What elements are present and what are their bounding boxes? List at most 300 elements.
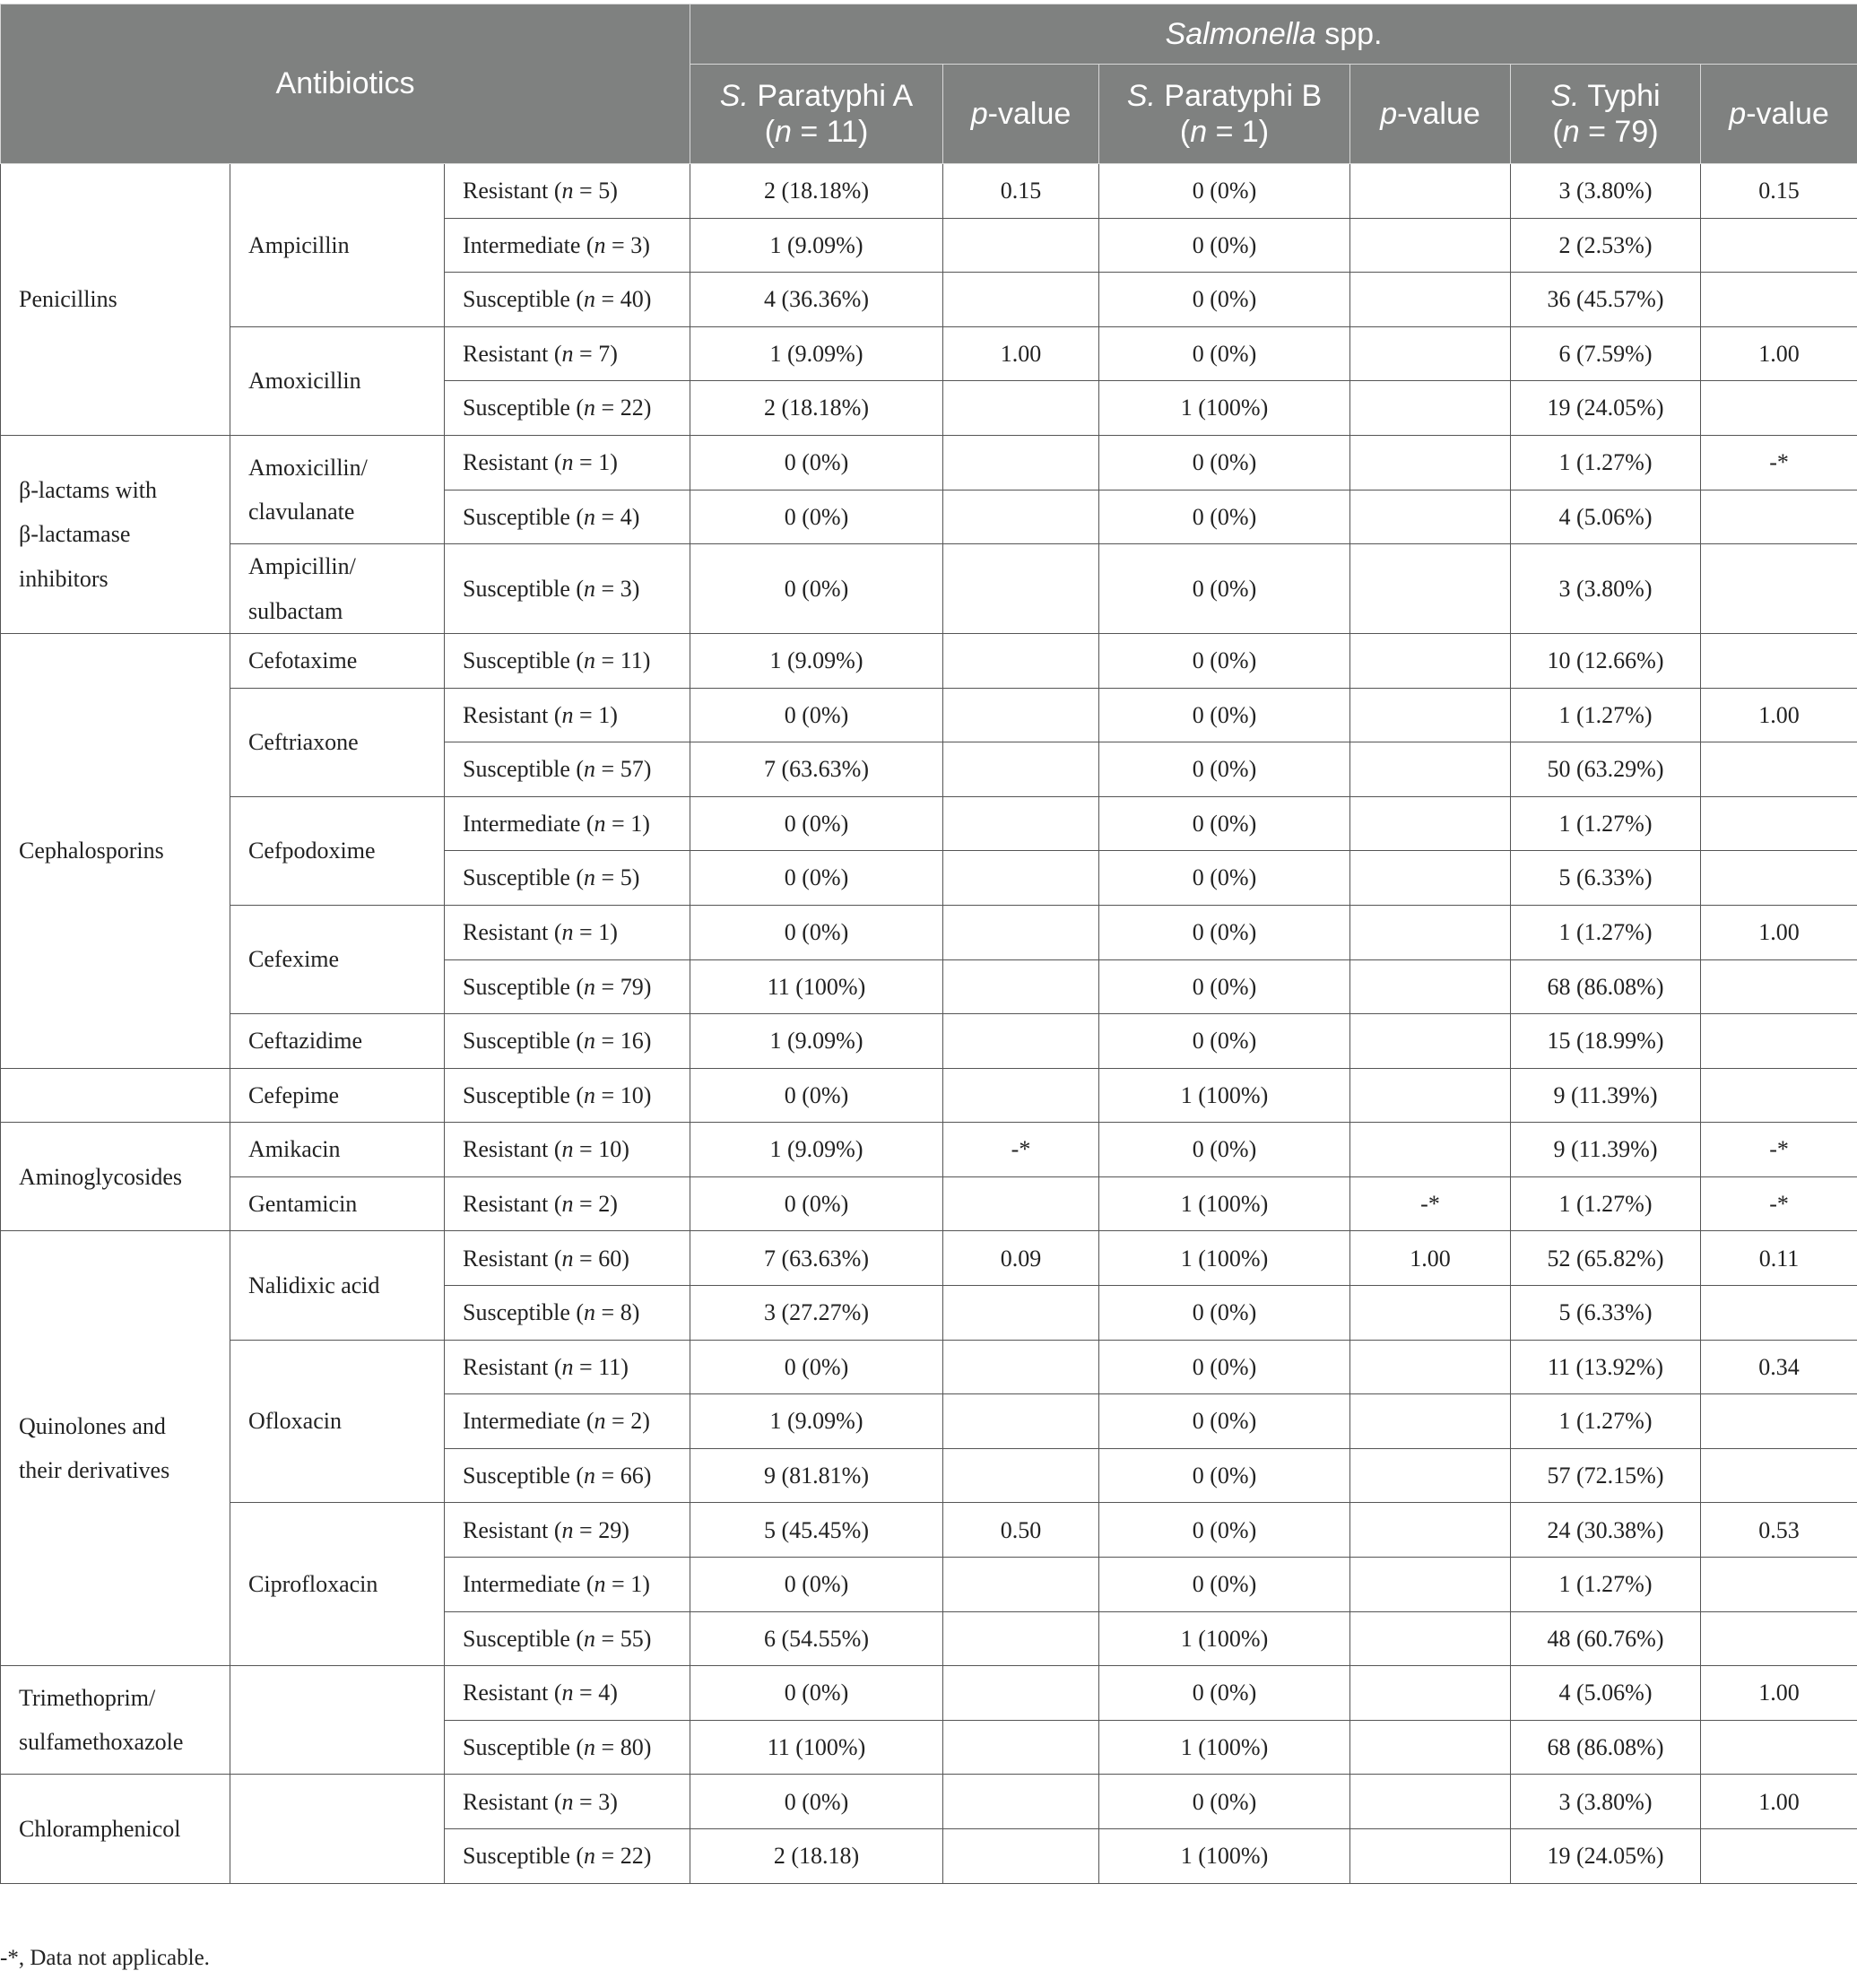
status-n-eq: =: [595, 575, 620, 602]
paratyphi-a-value: 1 (9.09%): [769, 647, 863, 674]
status-n-symbol: n: [561, 1245, 574, 1272]
typhi-value-cell: [1511, 1068, 1701, 1123]
paratyphi-b-pvalue-cell: [1350, 1829, 1511, 1884]
status-paren-close: ): [643, 1733, 652, 1760]
antibiotic-name-cell-text: Ampicillin/: [248, 553, 356, 580]
status-label: Susceptible: [463, 1299, 570, 1326]
status-paren-open: (: [548, 919, 562, 945]
status-n-eq: =: [573, 1516, 599, 1543]
status-count: 1: [630, 1571, 643, 1598]
status-cell: [445, 1448, 690, 1503]
status-n-symbol: n: [584, 575, 596, 602]
paratyphi-a-value-cell: [690, 742, 943, 797]
status-n-eq: =: [595, 1028, 620, 1055]
typhi-pvalue: 0.34: [1758, 1353, 1800, 1380]
status-count: 22: [620, 395, 644, 421]
typhi-pvalue-cell: [1701, 1666, 1857, 1721]
antibiotic-class-cell: [1, 633, 230, 1068]
paratyphi-b-value-cell: [1099, 381, 1350, 436]
paratyphi-b-pvalue-cell: [1350, 1775, 1511, 1829]
antibiotic-name-cell: [230, 1123, 445, 1177]
typhi-pvalue-cell: [1701, 1558, 1857, 1612]
paratyphi-b-pvalue-cell: [1350, 1503, 1511, 1558]
status-n-symbol: n: [584, 1462, 596, 1489]
status-count: 10: [620, 1081, 644, 1108]
paratyphi-a-pvalue-cell: [943, 1176, 1099, 1231]
paratyphi-b-value: 1 (100%): [1180, 1245, 1269, 1272]
paratyphi-b-pvalue-cell: [1350, 1014, 1511, 1069]
paratyphi-b-value-cell: [1099, 1448, 1350, 1503]
antibiotic-name-cell-text: Ceftriaxone: [248, 728, 359, 755]
paratyphi-b-value-cell: [1099, 435, 1350, 490]
paratyphi-a-value: 1 (9.09%): [769, 231, 863, 258]
paratyphi-a-pvalue: 0.50: [1000, 1516, 1042, 1543]
antibiotic-class-cell-text: sulfamethoxazole: [19, 1729, 184, 1756]
typhi-value-cell: [1511, 164, 1701, 219]
antibiotic-name-cell-text: Amoxicillin/: [248, 454, 368, 481]
status-count: 2: [598, 1190, 611, 1217]
paratyphi-b-value-cell: [1099, 1014, 1350, 1069]
paratyphi-b-pvalue-cell: [1350, 490, 1511, 544]
typhi-value: 19 (24.05%): [1547, 1843, 1664, 1870]
status-paren-close: ): [621, 1516, 629, 1543]
status-n-eq: =: [573, 178, 599, 204]
paratyphi-a-pvalue-cell: [943, 1014, 1099, 1069]
antibiotic-name-cell-text: Cefpodoxime: [248, 838, 376, 864]
status-cell: [445, 1340, 690, 1394]
paratyphi-b-value: 0 (0%): [1192, 575, 1257, 602]
paratyphi-a-value: 5 (45.45%): [764, 1516, 869, 1543]
status-label: Resistant: [463, 701, 549, 728]
antibiotic-class-cell-text: Trimethoprim/: [19, 1684, 156, 1711]
typhi-pvalue-cell: [1701, 326, 1857, 381]
status-n-eq: =: [573, 1136, 599, 1163]
typhi-value: 36 (45.57%): [1547, 286, 1664, 313]
status-n-eq: =: [605, 810, 631, 837]
paratyphi-a-value: 0 (0%): [784, 575, 849, 602]
paratyphi-a-value-cell: [690, 1068, 943, 1123]
status-n-symbol: n: [584, 1081, 596, 1108]
status-cell: [445, 490, 690, 544]
status-cell: [445, 1611, 690, 1666]
typhi-value-cell: [1511, 435, 1701, 490]
paratyphi-a-pvalue-cell: [943, 544, 1099, 634]
paratyphi-a-value-cell: [690, 381, 943, 436]
status-n-symbol: n: [584, 1733, 596, 1760]
status-paren-close: ): [643, 1462, 652, 1489]
typhi-pvalue-cell: [1701, 1775, 1857, 1829]
typhi-pvalue-cell: [1701, 218, 1857, 273]
paratyphi-a-value-cell: [690, 1231, 943, 1286]
status-label: Susceptible: [463, 1462, 570, 1489]
typhi-pvalue-cell: [1701, 959, 1857, 1014]
status-cell: [445, 1068, 690, 1123]
typhi-value: 2 (2.53%): [1558, 231, 1653, 258]
status-paren-open: (: [580, 1571, 594, 1598]
paratyphi-a-value-cell: [690, 1720, 943, 1775]
typhi-value-cell: [1511, 851, 1701, 906]
antibiotic-class-cell-text: β-lactamase: [19, 521, 131, 548]
status-cell: [445, 273, 690, 327]
antibiotic-class-cell: [1, 1123, 230, 1231]
paratyphi-b-value: 0 (0%): [1192, 1299, 1257, 1326]
paratyphi-a-value: 6 (54.55%): [764, 1625, 869, 1652]
paratyphi-a-value-cell: [690, 1775, 943, 1829]
antibiotic-class-cell: [1, 1666, 230, 1775]
typhi-pvalue-cell: [1701, 796, 1857, 851]
paratyphi-a-value: 2 (18.18%): [764, 395, 869, 421]
typhi-value-cell: [1511, 490, 1701, 544]
paratyphi-a-pvalue-cell: [943, 1394, 1099, 1449]
status-n-eq: =: [595, 1081, 620, 1108]
paratyphi-b-value-cell: [1099, 1176, 1350, 1231]
status-label: Susceptible: [463, 1081, 570, 1108]
paratyphi-b-pvalue-cell: [1350, 688, 1511, 742]
typhi-pvalue-cell: [1701, 1340, 1857, 1394]
typhi-value: 15 (18.99%): [1547, 1028, 1664, 1055]
paratyphi-a-pvalue-cell: [943, 1558, 1099, 1612]
paratyphi-a-value-cell: [690, 1666, 943, 1721]
paratyphi-b-value-cell: [1099, 1123, 1350, 1177]
paratyphi-b-value: 0 (0%): [1192, 647, 1257, 674]
paratyphi-a-value: 11 (100%): [767, 973, 866, 1000]
paratyphi-a-pvalue-cell: [943, 742, 1099, 797]
status-count: 1: [630, 810, 643, 837]
status-label: Resistant: [463, 449, 549, 476]
header-pvalue-c-rest: -value: [1746, 96, 1829, 131]
paratyphi-a-value: 0 (0%): [784, 1353, 849, 1380]
status-paren-close: ): [610, 1190, 618, 1217]
typhi-pvalue: -*: [1769, 449, 1789, 476]
status-count: 5: [620, 864, 632, 891]
paratyphi-a-pvalue-cell: [943, 273, 1099, 327]
antibiotic-name-cell: [230, 1231, 445, 1340]
typhi-value: 9 (11.39%): [1553, 1081, 1658, 1108]
paratyphi-b-pvalue-cell: [1350, 1666, 1511, 1721]
antibiotic-name-cell-text: Ciprofloxacin: [248, 1571, 378, 1598]
status-count: 3: [598, 1788, 611, 1815]
status-n-eq: =: [605, 1571, 631, 1598]
table-row: [1, 1123, 1857, 1177]
antibiotic-name-cell: [230, 326, 445, 435]
paratyphi-b-value-cell: [1099, 959, 1350, 1014]
antibiotic-name-cell-text: Ampicillin: [248, 231, 350, 258]
paratyphi-b-pvalue-cell: [1350, 381, 1511, 436]
status-label: Susceptible: [463, 503, 570, 530]
paratyphi-b-pvalue-cell: [1350, 1448, 1511, 1503]
paratyphi-a-pvalue: 1.00: [1000, 340, 1042, 367]
status-label: Resistant: [463, 1680, 549, 1706]
paratyphi-b-value-cell: [1099, 688, 1350, 742]
paratyphi-b-value: 1 (100%): [1180, 1190, 1269, 1217]
status-count: 11: [620, 647, 643, 674]
status-n-eq: =: [573, 1353, 599, 1380]
typhi-value-cell: [1511, 1176, 1701, 1231]
status-n-symbol: n: [584, 286, 596, 313]
status-paren-close: ): [610, 449, 618, 476]
antibiotic-name-cell: [230, 435, 445, 543]
status-n-eq: =: [573, 701, 599, 728]
status-n-eq: =: [595, 1843, 620, 1870]
paratyphi-a-pvalue-cell: [943, 1503, 1099, 1558]
status-label: Resistant: [463, 340, 549, 367]
table-body: [1, 164, 1857, 1884]
status-paren-open: (: [569, 647, 585, 674]
typhi-pvalue-cell: [1701, 381, 1857, 436]
status-paren-open: (: [548, 449, 562, 476]
status-paren-close: ): [642, 647, 651, 674]
typhi-value: 4 (5.06%): [1558, 503, 1653, 530]
table-row: [1, 1014, 1857, 1069]
antibiotic-class-cell-text: Quinolones and: [19, 1412, 166, 1439]
status-n-eq: =: [595, 1625, 620, 1652]
paratyphi-b-value: 0 (0%): [1192, 1788, 1257, 1815]
antibiotic-name-cell-text: sulbactam: [248, 597, 343, 624]
typhi-value: 5 (6.33%): [1558, 864, 1653, 891]
status-paren-close: ): [643, 395, 652, 421]
paratyphi-b-pvalue-cell: [1350, 905, 1511, 959]
status-n-symbol: n: [594, 1571, 606, 1598]
paratyphi-a-pvalue-cell: [943, 1720, 1099, 1775]
typhi-value: 1 (1.27%): [1558, 810, 1653, 837]
status-count: 2: [630, 1408, 643, 1435]
paratyphi-a-pvalue-cell: [943, 1231, 1099, 1286]
table-row: [1, 1775, 1857, 1829]
paratyphi-a-value: 0 (0%): [784, 864, 849, 891]
status-paren-open: (: [569, 1625, 585, 1652]
paratyphi-b-value-cell: [1099, 326, 1350, 381]
status-cell: [445, 326, 690, 381]
typhi-value: 1 (1.27%): [1558, 919, 1653, 945]
status-n-symbol: n: [584, 647, 596, 674]
status-paren-close: ): [642, 231, 650, 258]
status-cell: [445, 1394, 690, 1449]
status-paren-open: (: [580, 810, 594, 837]
paratyphi-b-pvalue-cell: [1350, 1340, 1511, 1394]
status-n-eq: =: [573, 1788, 599, 1815]
status-paren-close: ): [643, 973, 652, 1000]
status-count: 7: [598, 340, 611, 367]
status-count: 10: [598, 1136, 622, 1163]
typhi-value-cell: [1511, 1611, 1701, 1666]
typhi-value: 1 (1.27%): [1558, 449, 1653, 476]
status-count: 55: [620, 1625, 644, 1652]
paratyphi-a-value: 2 (18.18): [773, 1843, 860, 1870]
typhi-value: 9 (11.39%): [1553, 1136, 1658, 1163]
status-paren-close: ): [631, 503, 640, 530]
paratyphi-b-value: 1 (100%): [1180, 1081, 1269, 1108]
status-paren-open: (: [569, 864, 585, 891]
typhi-value-cell: [1511, 1231, 1701, 1286]
paratyphi-a-value: 0 (0%): [784, 503, 849, 530]
status-n-eq: =: [605, 1408, 631, 1435]
status-paren-open: (: [548, 1788, 562, 1815]
status-paren-open: (: [569, 1462, 585, 1489]
paratyphi-b-pvalue-cell: [1350, 326, 1511, 381]
paratyphi-b-value-cell: [1099, 851, 1350, 906]
table-row: [1, 435, 1857, 490]
paratyphi-b-value-cell: [1099, 1775, 1350, 1829]
paratyphi-a-pvalue-cell: [943, 1340, 1099, 1394]
paratyphi-a-pvalue-cell: [943, 1068, 1099, 1123]
status-paren-close: ): [621, 1136, 629, 1163]
paratyphi-b-pvalue-cell: [1350, 273, 1511, 327]
paratyphi-a-value: 0 (0%): [784, 1190, 849, 1217]
typhi-value: 3 (3.80%): [1558, 1788, 1653, 1815]
paratyphi-a-value-cell: [690, 1611, 943, 1666]
antibiotic-name-cell-text: Cefepime: [248, 1081, 340, 1108]
status-paren-open: (: [569, 395, 585, 421]
status-n-eq: =: [605, 231, 631, 258]
paratyphi-b-pvalue-cell: [1350, 435, 1511, 490]
paratyphi-b-value: 0 (0%): [1192, 503, 1257, 530]
status-cell: [445, 1666, 690, 1721]
antibiotic-resistance-table: [0, 4, 1857, 1884]
antibiotic-name-cell: [230, 1503, 445, 1666]
typhi-value: 19 (24.05%): [1547, 395, 1664, 421]
status-label: Resistant: [463, 1353, 549, 1380]
table-container: [0, 4, 1857, 1884]
paratyphi-a-value-cell: [690, 544, 943, 634]
header-typhi-rest: Typhi: [1579, 78, 1661, 113]
status-count: 66: [620, 1462, 644, 1489]
paratyphi-b-pvalue-cell: [1350, 851, 1511, 906]
paratyphi-b-value-cell: [1099, 1829, 1350, 1884]
status-paren-close: ): [643, 1843, 652, 1870]
typhi-pvalue-cell: [1701, 490, 1857, 544]
status-label: Susceptible: [463, 864, 570, 891]
paratyphi-a-pvalue-cell: [943, 1829, 1099, 1884]
paratyphi-b-value: 0 (0%): [1192, 1680, 1257, 1706]
paratyphi-a-value-cell: [690, 959, 943, 1014]
status-paren-close: ): [610, 919, 618, 945]
status-label: Intermediate: [463, 1571, 581, 1598]
paratyphi-b-pvalue-cell: [1350, 796, 1511, 851]
typhi-value: 4 (5.06%): [1558, 1680, 1653, 1706]
typhi-pvalue-cell: [1701, 1068, 1857, 1123]
status-paren-open: (: [548, 1680, 562, 1706]
status-n-symbol: n: [561, 1190, 574, 1217]
status-paren-close: ): [610, 1680, 618, 1706]
typhi-value-cell: [1511, 905, 1701, 959]
paratyphi-a-value: 1 (9.09%): [769, 340, 863, 367]
status-cell: [445, 218, 690, 273]
paratyphi-b-value-cell: [1099, 490, 1350, 544]
status-n-eq: =: [595, 756, 620, 783]
header-paratyphi-a-n-open: (: [764, 115, 776, 149]
status-cell: [445, 544, 690, 634]
status-n-symbol: n: [594, 1408, 606, 1435]
paratyphi-b-value: 0 (0%): [1192, 449, 1257, 476]
paratyphi-a-value: 1 (9.09%): [769, 1408, 863, 1435]
status-paren-close: ): [643, 1625, 652, 1652]
status-n-eq: =: [595, 1462, 620, 1489]
status-label: Susceptible: [463, 647, 570, 674]
paratyphi-b-pvalue: -*: [1420, 1190, 1440, 1217]
paratyphi-a-value: 1 (9.09%): [769, 1028, 863, 1055]
paratyphi-b-value: 1 (100%): [1180, 395, 1269, 421]
paratyphi-a-pvalue-cell: [943, 218, 1099, 273]
status-paren-close: ): [621, 1245, 629, 1272]
status-count: 57: [620, 756, 644, 783]
antibiotic-name-cell-text: Cefotaxime: [248, 647, 358, 674]
typhi-value-cell: [1511, 796, 1701, 851]
paratyphi-a-pvalue-cell: [943, 490, 1099, 544]
status-paren-open: (: [569, 1733, 585, 1760]
typhi-value-cell: [1511, 326, 1701, 381]
status-count: 1: [598, 919, 611, 945]
status-n-symbol: n: [584, 1028, 596, 1055]
status-n-eq: =: [573, 449, 599, 476]
paratyphi-a-pvalue-cell: [943, 381, 1099, 436]
typhi-pvalue: 0.11: [1758, 1245, 1800, 1272]
paratyphi-b-pvalue-cell: [1350, 633, 1511, 688]
paratyphi-b-pvalue: 1.00: [1410, 1245, 1451, 1272]
typhi-value-cell: [1511, 742, 1701, 797]
typhi-value-cell: [1511, 544, 1701, 634]
antibiotic-name-cell: [230, 633, 445, 688]
typhi-pvalue: 0.15: [1758, 178, 1800, 204]
paratyphi-a-value-cell: [690, 688, 943, 742]
typhi-value-cell: [1511, 633, 1701, 688]
paratyphi-b-pvalue-cell: [1350, 1611, 1511, 1666]
paratyphi-a-value-cell: [690, 435, 943, 490]
antibiotic-class-cell-text: Chloramphenicol: [19, 1815, 181, 1842]
status-n-eq: =: [573, 919, 599, 945]
status-n-eq: =: [573, 1245, 599, 1272]
typhi-value-cell: [1511, 218, 1701, 273]
header-typhi-n-italic: n: [1562, 115, 1580, 149]
status-n-eq: =: [573, 1190, 599, 1217]
status-paren-close: ): [620, 1353, 629, 1380]
antibiotic-name-cell: [230, 1775, 445, 1883]
table-row: [1, 326, 1857, 381]
status-label: Susceptible: [463, 575, 570, 602]
paratyphi-b-value: 0 (0%): [1192, 701, 1257, 728]
status-count: 3: [620, 575, 632, 602]
typhi-pvalue-cell: [1701, 1123, 1857, 1177]
antibiotic-class-cell-text: Aminoglycosides: [19, 1163, 182, 1190]
typhi-value: 48 (60.76%): [1547, 1625, 1664, 1652]
paratyphi-b-value: 0 (0%): [1192, 178, 1257, 204]
status-count: 80: [620, 1733, 644, 1760]
paratyphi-a-value-cell: [690, 1448, 943, 1503]
header-salmonella-rest: spp.: [1315, 16, 1383, 51]
status-count: 4: [620, 503, 632, 530]
status-cell: [445, 164, 690, 219]
paratyphi-b-value-cell: [1099, 1068, 1350, 1123]
status-cell: [445, 1231, 690, 1286]
paratyphi-a-value-cell: [690, 905, 943, 959]
status-count: 60: [598, 1245, 622, 1272]
paratyphi-b-value: 0 (0%): [1192, 1136, 1257, 1163]
paratyphi-a-pvalue-cell: [943, 959, 1099, 1014]
antibiotic-name-cell: [230, 905, 445, 1013]
status-n-symbol: n: [561, 178, 574, 204]
table-row: [1, 796, 1857, 851]
status-paren-open: (: [548, 1245, 562, 1272]
status-paren-open: (: [548, 1136, 562, 1163]
typhi-pvalue-cell: [1701, 1448, 1857, 1503]
paratyphi-a-value-cell: [690, 164, 943, 219]
paratyphi-a-pvalue: -*: [1011, 1136, 1031, 1163]
paratyphi-a-value-cell: [690, 851, 943, 906]
typhi-value: 1 (1.27%): [1558, 701, 1653, 728]
status-cell: [445, 1558, 690, 1612]
typhi-pvalue-cell: [1701, 688, 1857, 742]
status-label: Susceptible: [463, 1625, 570, 1652]
antibiotic-name-cell-text: Amoxicillin: [248, 368, 361, 395]
